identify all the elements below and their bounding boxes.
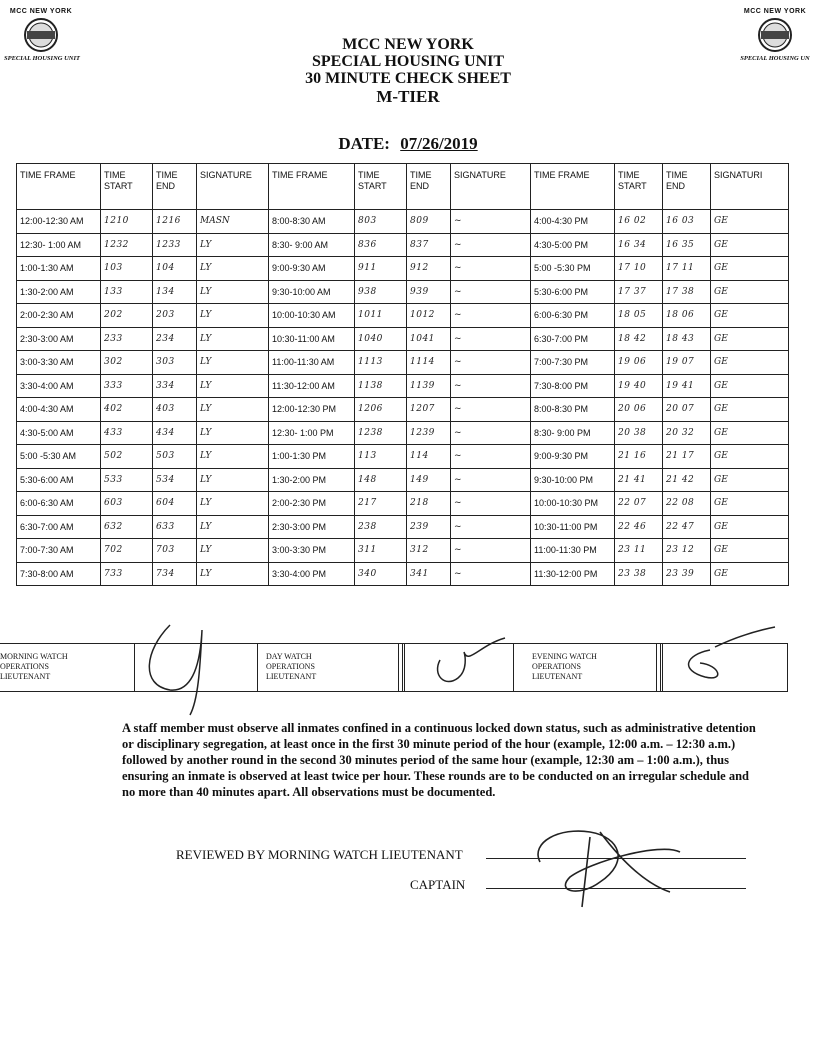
time-frame-cell: 4:00-4:30 PM bbox=[531, 210, 615, 234]
time-frame-cell: 6:30-7:00 PM bbox=[531, 327, 615, 351]
time-frame-cell: 5:00 -5:30 AM bbox=[17, 445, 101, 469]
column-header: TIME END bbox=[153, 164, 197, 210]
time-frame-cell: 7:30-8:00 AM bbox=[17, 562, 101, 586]
time-frame-cell: 11:30-12:00 PM bbox=[531, 562, 615, 586]
signature-cell[interactable]: ~ bbox=[451, 210, 531, 234]
time-start-cell[interactable]: 20 06 bbox=[615, 398, 663, 422]
time-end-cell[interactable]: 534 bbox=[153, 468, 197, 492]
time-start-cell[interactable]: 18 42 bbox=[615, 327, 663, 351]
time-end-cell[interactable]: 334 bbox=[153, 374, 197, 398]
time-start-cell[interactable]: 16 34 bbox=[615, 233, 663, 257]
signature-cell[interactable]: LY bbox=[197, 280, 269, 304]
signature-cell[interactable]: GE bbox=[711, 210, 789, 234]
time-start-cell[interactable]: 19 06 bbox=[615, 351, 663, 375]
signature-cell[interactable]: ~ bbox=[451, 421, 531, 445]
evening-lieutenant-signature-icon bbox=[670, 625, 780, 695]
table-row bbox=[17, 562, 789, 586]
time-start-cell[interactable]: 16 02 bbox=[615, 210, 663, 234]
time-start-cell[interactable]: 1011 bbox=[355, 304, 407, 328]
time-start-cell[interactable]: 217 bbox=[355, 492, 407, 516]
signature-cell[interactable]: GE bbox=[711, 468, 789, 492]
column-header: TIME FRAME bbox=[17, 164, 101, 210]
signature-cell[interactable]: GE bbox=[711, 351, 789, 375]
date-label: DATE: bbox=[338, 134, 390, 153]
time-end-cell[interactable]: 20 07 bbox=[663, 398, 711, 422]
time-start-cell[interactable]: 402 bbox=[101, 398, 153, 422]
time-end-cell[interactable]: 18 06 bbox=[663, 304, 711, 328]
time-end-cell[interactable]: 20 32 bbox=[663, 421, 711, 445]
signature-cell[interactable]: GE bbox=[711, 445, 789, 469]
time-start-cell[interactable]: 533 bbox=[101, 468, 153, 492]
table-row bbox=[17, 233, 789, 257]
signature-cell[interactable]: LY bbox=[197, 304, 269, 328]
table-row bbox=[17, 210, 789, 234]
time-start-cell[interactable]: 836 bbox=[355, 233, 407, 257]
time-start-cell[interactable]: 202 bbox=[101, 304, 153, 328]
table-row bbox=[17, 327, 789, 351]
time-frame-cell: 1:30-2:00 PM bbox=[269, 468, 355, 492]
time-frame-cell: 4:30-5:00 PM bbox=[531, 233, 615, 257]
time-frame-cell: 5:30-6:00 AM bbox=[17, 468, 101, 492]
signature-cell[interactable]: ~ bbox=[451, 539, 531, 563]
signature-cell[interactable]: ~ bbox=[451, 398, 531, 422]
time-end-cell[interactable]: 104 bbox=[153, 257, 197, 281]
date-value: 07/26/2019 bbox=[400, 134, 478, 153]
time-start-cell[interactable]: 22 07 bbox=[615, 492, 663, 516]
time-frame-cell: 12:30- 1:00 PM bbox=[269, 421, 355, 445]
captain-label: CAPTAIN bbox=[410, 877, 466, 892]
time-frame-cell: 3:00-3:30 PM bbox=[269, 539, 355, 563]
time-end-cell[interactable]: 234 bbox=[153, 327, 197, 351]
time-frame-cell: 8:30- 9:00 PM bbox=[531, 421, 615, 445]
logo-top-text: MCC NEW YORK bbox=[9, 8, 73, 15]
time-frame-cell: 7:00-7:30 PM bbox=[531, 351, 615, 375]
time-end-cell[interactable]: 939 bbox=[407, 280, 451, 304]
time-start-cell[interactable]: 502 bbox=[101, 445, 153, 469]
signature-cell[interactable]: ~ bbox=[451, 327, 531, 351]
table-header-row bbox=[17, 164, 789, 210]
table-row bbox=[17, 492, 789, 516]
morning-lieutenant-signature-icon bbox=[130, 610, 250, 720]
time-frame-cell: 4:30-5:00 AM bbox=[17, 421, 101, 445]
time-end-cell[interactable]: 503 bbox=[153, 445, 197, 469]
time-end-cell[interactable]: 1114 bbox=[407, 351, 451, 375]
time-start-cell[interactable]: 23 11 bbox=[615, 539, 663, 563]
time-end-cell[interactable]: 203 bbox=[153, 304, 197, 328]
time-frame-cell: 9:30-10:00 PM bbox=[531, 468, 615, 492]
signature-cell[interactable]: ~ bbox=[451, 233, 531, 257]
time-end-cell[interactable]: 1239 bbox=[407, 421, 451, 445]
time-frame-cell: 10:00-10:30 AM bbox=[269, 304, 355, 328]
time-end-cell[interactable]: 23 12 bbox=[663, 539, 711, 563]
time-start-cell[interactable]: 603 bbox=[101, 492, 153, 516]
time-frame-cell: 7:30-8:00 PM bbox=[531, 374, 615, 398]
column-header: TIME END bbox=[663, 164, 711, 210]
signature-cell[interactable]: ~ bbox=[451, 257, 531, 281]
time-start-cell[interactable]: 20 38 bbox=[615, 421, 663, 445]
time-frame-cell: 2:00-2:30 PM bbox=[269, 492, 355, 516]
signature-cell[interactable]: GE bbox=[711, 257, 789, 281]
signature-cell[interactable]: ~ bbox=[451, 280, 531, 304]
time-frame-cell: 6:00-6:30 AM bbox=[17, 492, 101, 516]
evening-watch-label: EVENING WATCH OPERATIONS LIEUTENANT bbox=[532, 652, 597, 681]
time-end-cell[interactable]: 303 bbox=[153, 351, 197, 375]
column-header: TIME FRAME bbox=[531, 164, 615, 210]
time-end-cell[interactable]: 21 17 bbox=[663, 445, 711, 469]
time-frame-cell: 11:30-12:00 AM bbox=[269, 374, 355, 398]
signature-cell[interactable]: LY bbox=[197, 327, 269, 351]
day-watch-label: DAY WATCH OPERATIONS LIEUTENANT bbox=[266, 652, 317, 681]
table-row bbox=[17, 445, 789, 469]
time-end-cell[interactable]: 403 bbox=[153, 398, 197, 422]
time-start-cell[interactable]: 22 46 bbox=[615, 515, 663, 539]
table-row bbox=[17, 257, 789, 281]
column-header: TIME END bbox=[407, 164, 451, 210]
divider bbox=[656, 644, 661, 691]
time-start-cell[interactable]: 233 bbox=[101, 327, 153, 351]
time-end-cell[interactable]: 17 11 bbox=[663, 257, 711, 281]
divider bbox=[398, 644, 403, 691]
reviewed-by-label: REVIEWED BY MORNING WATCH LIEUTENANT bbox=[176, 847, 463, 862]
time-end-cell[interactable]: 604 bbox=[153, 492, 197, 516]
signature-cell[interactable]: ~ bbox=[451, 468, 531, 492]
time-start-cell[interactable]: 1210 bbox=[101, 210, 153, 234]
time-end-cell[interactable]: 1139 bbox=[407, 374, 451, 398]
time-frame-cell: 10:30-11:00 PM bbox=[531, 515, 615, 539]
time-start-cell[interactable]: 733 bbox=[101, 562, 153, 586]
column-header: TIME START bbox=[615, 164, 663, 210]
time-end-cell[interactable]: 19 07 bbox=[663, 351, 711, 375]
time-frame-cell: 11:00-11:30 PM bbox=[531, 539, 615, 563]
header-line-4: M-TIER bbox=[376, 87, 440, 106]
time-frame-cell: 2:00-2:30 AM bbox=[17, 304, 101, 328]
signature-cell[interactable]: ~ bbox=[451, 445, 531, 469]
time-end-cell[interactable]: 18 43 bbox=[663, 327, 711, 351]
time-start-cell[interactable]: 113 bbox=[355, 445, 407, 469]
signature-cell[interactable]: GE bbox=[711, 233, 789, 257]
time-frame-cell: 8:00-8:30 PM bbox=[531, 398, 615, 422]
time-frame-cell: 3:30-4:00 AM bbox=[17, 374, 101, 398]
time-start-cell[interactable]: 17 37 bbox=[615, 280, 663, 304]
time-start-cell[interactable]: 21 41 bbox=[615, 468, 663, 492]
time-start-cell[interactable]: 133 bbox=[101, 280, 153, 304]
time-end-cell[interactable]: 19 41 bbox=[663, 374, 711, 398]
time-frame-cell: 6:00-6:30 PM bbox=[531, 304, 615, 328]
time-end-cell[interactable]: 16 35 bbox=[663, 233, 711, 257]
table-row bbox=[17, 280, 789, 304]
time-start-cell[interactable]: 1113 bbox=[355, 351, 407, 375]
time-end-cell[interactable]: 1233 bbox=[153, 233, 197, 257]
signature-cell[interactable]: GE bbox=[711, 304, 789, 328]
time-end-cell[interactable]: 734 bbox=[153, 562, 197, 586]
signature-cell[interactable]: ~ bbox=[451, 374, 531, 398]
time-end-cell[interactable]: 912 bbox=[407, 257, 451, 281]
signature-cell[interactable]: GE bbox=[711, 562, 789, 586]
time-start-cell[interactable]: 23 38 bbox=[615, 562, 663, 586]
signature-cell[interactable]: GE bbox=[711, 374, 789, 398]
table-row bbox=[17, 398, 789, 422]
time-end-cell[interactable]: 1041 bbox=[407, 327, 451, 351]
time-frame-cell: 6:30-7:00 AM bbox=[17, 515, 101, 539]
logo-top-text: MCC NEW YORK bbox=[743, 8, 807, 15]
table-row bbox=[17, 304, 789, 328]
time-start-cell[interactable]: 19 40 bbox=[615, 374, 663, 398]
time-end-cell[interactable]: 22 08 bbox=[663, 492, 711, 516]
time-start-cell[interactable]: 1138 bbox=[355, 374, 407, 398]
time-frame-cell: 1:00-1:30 PM bbox=[269, 445, 355, 469]
signature-cell[interactable]: LY bbox=[197, 257, 269, 281]
signature-cell[interactable]: GE bbox=[711, 539, 789, 563]
time-frame-cell: 3:00-3:30 AM bbox=[17, 351, 101, 375]
date-row bbox=[0, 134, 816, 154]
time-end-cell[interactable]: 149 bbox=[407, 468, 451, 492]
time-frame-cell: 8:30- 9:00 AM bbox=[269, 233, 355, 257]
time-end-cell[interactable]: 23 39 bbox=[663, 562, 711, 586]
reviewer-signature-icon bbox=[520, 822, 690, 912]
time-end-cell[interactable]: 114 bbox=[407, 445, 451, 469]
time-frame-cell: 2:30-3:00 PM bbox=[269, 515, 355, 539]
signature-cell[interactable]: LY bbox=[197, 421, 269, 445]
time-frame-cell: 3:30-4:00 PM bbox=[269, 562, 355, 586]
signature-cell[interactable]: LY bbox=[197, 539, 269, 563]
table-row bbox=[17, 515, 789, 539]
time-end-cell[interactable]: 239 bbox=[407, 515, 451, 539]
signature-cell[interactable]: LY bbox=[197, 468, 269, 492]
time-start-cell[interactable]: 1206 bbox=[355, 398, 407, 422]
signature-cell[interactable]: LY bbox=[197, 351, 269, 375]
time-end-cell[interactable]: 1207 bbox=[407, 398, 451, 422]
time-start-cell[interactable]: 1238 bbox=[355, 421, 407, 445]
page-header bbox=[0, 36, 816, 106]
time-frame-cell: 10:00-10:30 PM bbox=[531, 492, 615, 516]
morning-watch-label: MORNING WATCH OPERATIONS LIEUTENANT bbox=[0, 652, 68, 681]
signature-cell[interactable]: MASN bbox=[197, 210, 269, 234]
time-start-cell[interactable]: 702 bbox=[101, 539, 153, 563]
signature-cell[interactable]: LY bbox=[197, 515, 269, 539]
signature-cell[interactable]: ~ bbox=[451, 351, 531, 375]
column-header: TIME START bbox=[355, 164, 407, 210]
time-start-cell[interactable]: 238 bbox=[355, 515, 407, 539]
time-start-cell[interactable]: 333 bbox=[101, 374, 153, 398]
time-end-cell[interactable]: 1012 bbox=[407, 304, 451, 328]
time-start-cell[interactable]: 302 bbox=[101, 351, 153, 375]
column-header: SIGNATURE bbox=[451, 164, 531, 210]
time-end-cell[interactable]: 218 bbox=[407, 492, 451, 516]
column-header: TIME FRAME bbox=[269, 164, 355, 210]
time-frame-cell: 11:00-11:30 AM bbox=[269, 351, 355, 375]
signature-cell[interactable]: LY bbox=[197, 233, 269, 257]
time-start-cell[interactable]: 103 bbox=[101, 257, 153, 281]
time-start-cell[interactable]: 148 bbox=[355, 468, 407, 492]
time-frame-cell: 12:00-12:30 AM bbox=[17, 210, 101, 234]
table-row bbox=[17, 468, 789, 492]
time-frame-cell: 2:30-3:00 AM bbox=[17, 327, 101, 351]
signature-cell[interactable]: ~ bbox=[451, 562, 531, 586]
time-end-cell[interactable]: 1216 bbox=[153, 210, 197, 234]
time-frame-cell: 9:30-10:00 AM bbox=[269, 280, 355, 304]
table-row bbox=[17, 374, 789, 398]
time-frame-cell: 1:00-1:30 AM bbox=[17, 257, 101, 281]
time-frame-cell: 4:00-4:30 AM bbox=[17, 398, 101, 422]
logo-bottom-text: SPECIAL HOUSING UNIT bbox=[4, 55, 80, 62]
time-start-cell[interactable]: 21 16 bbox=[615, 445, 663, 469]
time-frame-cell: 12:00-12:30 PM bbox=[269, 398, 355, 422]
signature-cell[interactable]: GE bbox=[711, 421, 789, 445]
time-end-cell[interactable]: 703 bbox=[153, 539, 197, 563]
time-frame-cell: 10:30-11:00 AM bbox=[269, 327, 355, 351]
column-header: SIGNATURI bbox=[711, 164, 789, 210]
time-frame-cell: 5:00 -5:30 PM bbox=[531, 257, 615, 281]
time-frame-cell: 1:30-2:00 AM bbox=[17, 280, 101, 304]
logo-bottom-text: SPECIAL HOUSING UN bbox=[740, 55, 810, 62]
time-end-cell[interactable]: 17 38 bbox=[663, 280, 711, 304]
time-start-cell[interactable]: 938 bbox=[355, 280, 407, 304]
column-header: SIGNATURE bbox=[197, 164, 269, 210]
time-end-cell[interactable]: 837 bbox=[407, 233, 451, 257]
time-end-cell[interactable]: 312 bbox=[407, 539, 451, 563]
notice-paragraph: A staff member must observe all inmates confined in a continuous locked down status, such as administrative detention or disciplinary segregation, at least once in the first 30 minute period of the hour (example, 12:00 a.m. – 12:30 a.m.) followed by another round in the second 30 minutes period of the same hour (example, 12:30 am – 1:00 a.m.), thus ensuring an inmate is observed at least twice per hour. These rounds are to be conducted on an irregular schedule and no more than 40 minutes apart. All observations must be documented. bbox=[122, 721, 756, 799]
time-start-cell[interactable]: 1040 bbox=[355, 327, 407, 351]
time-end-cell[interactable]: 21 42 bbox=[663, 468, 711, 492]
header-line-2: SPECIAL HOUSING UNIT bbox=[311, 53, 505, 70]
signature-cell[interactable]: ~ bbox=[451, 304, 531, 328]
time-start-cell[interactable]: 18 05 bbox=[615, 304, 663, 328]
time-frame-cell: 7:00-7:30 AM bbox=[17, 539, 101, 563]
time-start-cell[interactable]: 433 bbox=[101, 421, 153, 445]
day-lieutenant-signature-icon bbox=[420, 630, 510, 690]
time-end-cell[interactable]: 22 47 bbox=[663, 515, 711, 539]
signature-cell[interactable]: GE bbox=[711, 515, 789, 539]
table-row bbox=[17, 351, 789, 375]
time-frame-cell: 8:00-8:30 AM bbox=[269, 210, 355, 234]
time-start-cell[interactable]: 17 10 bbox=[615, 257, 663, 281]
signature-cell[interactable]: LY bbox=[197, 374, 269, 398]
time-start-cell[interactable]: 803 bbox=[355, 210, 407, 234]
header-line-1: MCC NEW YORK bbox=[342, 36, 474, 53]
signature-cell[interactable]: ~ bbox=[451, 515, 531, 539]
column-header: TIME START bbox=[101, 164, 153, 210]
time-end-cell[interactable]: 434 bbox=[153, 421, 197, 445]
time-start-cell[interactable]: 911 bbox=[355, 257, 407, 281]
signature-cell[interactable]: LY bbox=[197, 445, 269, 469]
signature-cell[interactable]: GE bbox=[711, 492, 789, 516]
signature-cell[interactable]: GE bbox=[711, 280, 789, 304]
table-row bbox=[17, 421, 789, 445]
table-row bbox=[17, 539, 789, 563]
time-end-cell[interactable]: 16 03 bbox=[663, 210, 711, 234]
time-frame-cell: 5:30-6:00 PM bbox=[531, 280, 615, 304]
time-end-cell[interactable]: 809 bbox=[407, 210, 451, 234]
time-start-cell[interactable]: 632 bbox=[101, 515, 153, 539]
time-frame-cell: 9:00-9:30 AM bbox=[269, 257, 355, 281]
signature-cell[interactable]: LY bbox=[197, 562, 269, 586]
time-start-cell[interactable]: 1232 bbox=[101, 233, 153, 257]
header-line-3: 30 MINUTE CHECK SHEET bbox=[305, 70, 511, 87]
time-end-cell[interactable]: 633 bbox=[153, 515, 197, 539]
signature-cell[interactable]: LY bbox=[197, 492, 269, 516]
signature-cell[interactable]: GE bbox=[711, 398, 789, 422]
signature-cell[interactable]: ~ bbox=[451, 492, 531, 516]
time-frame-cell: 12:30- 1:00 AM bbox=[17, 233, 101, 257]
time-frame-cell: 9:00-9:30 PM bbox=[531, 445, 615, 469]
check-sheet-table bbox=[16, 163, 789, 586]
time-start-cell[interactable]: 340 bbox=[355, 562, 407, 586]
time-start-cell[interactable]: 311 bbox=[355, 539, 407, 563]
signature-cell[interactable]: LY bbox=[197, 398, 269, 422]
time-end-cell[interactable]: 134 bbox=[153, 280, 197, 304]
time-end-cell[interactable]: 341 bbox=[407, 562, 451, 586]
signature-cell[interactable]: GE bbox=[711, 327, 789, 351]
